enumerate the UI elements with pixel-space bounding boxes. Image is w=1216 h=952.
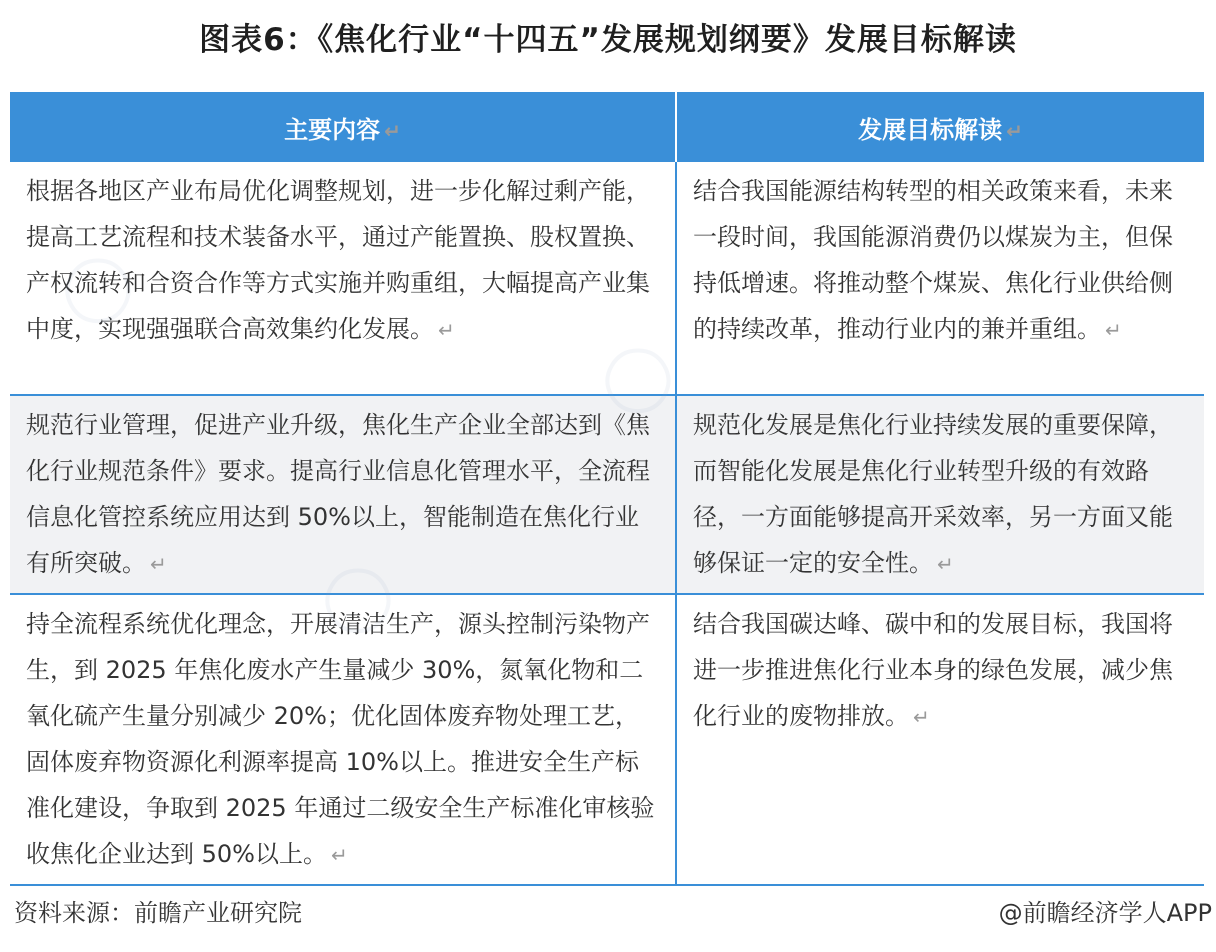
watermark-logo: ◯ [586, 327, 686, 427]
paragraph-mark-icon: ↵ [1105, 318, 1122, 342]
cell-text: 根据各地区产业布局优化调整规划，进一步化解过剩产能，提高工艺流程和技术装备水平，通过产能置换、股权置换、产权流转和合资合作等方式实施并购重组，大幅提高产业集中度，实现强强联合高效集约化发展。 [26, 177, 650, 343]
header-main-content [10, 92, 676, 162]
watermark-logo: ◯ [46, 237, 146, 337]
header-goal-interpretation [676, 92, 1204, 162]
paragraph-mark-icon: ↵ [438, 318, 455, 342]
credit-note: @前瞻经济学人APP [998, 899, 1212, 927]
cell-text: 规范行业管理，促进产业升级，焦化生产企业全部达到《焦化行业规范条件》要求。提高行业信息化管理水平，全流程信息化管控系统应用达到 50%以上，智能制造在焦化行业有所突破。 [26, 411, 650, 577]
cell-text: 规范化发展是焦化行业持续发展的重要保障，而智能化发展是焦化行业转型升级的有效路径，一方面能够提高开采效率，另一方面又能够保证一定的安全性。 [693, 411, 1173, 577]
cell-text: 结合我国能源结构转型的相关政策来看，未来一段时间，我国能源消费仍以煤炭为主，但保持低增速。将推动整个煤炭、焦化行业供给侧的持续改革，推动行业内的兼并重组。 [693, 177, 1173, 343]
paragraph-mark-icon: ↵ [384, 118, 401, 143]
table-cell-interpretation [676, 395, 1204, 594]
paragraph-mark-icon: ↵ [330, 843, 348, 867]
header-main-content-label: 主要内容 [284, 115, 381, 144]
watermark-logo: ◯ [306, 547, 406, 647]
source-note: 资料来源：前瞻产业研究院 [14, 899, 302, 927]
table-cell-content [10, 594, 676, 885]
cell-text: 结合我国碳达峰、碳中和的发展目标，我国将进一步推进焦化行业本身的绿色发展，减少焦化行业的废物排放。 [693, 610, 1173, 730]
header-goal-interpretation-label: 发展目标解读 [858, 115, 1003, 144]
paragraph-mark-icon: ↵ [937, 552, 954, 576]
table-cell-interpretation [676, 594, 1204, 885]
paragraph-mark-icon: ↵ [150, 552, 167, 576]
table-cell-content [10, 162, 676, 395]
table-cell-interpretation [676, 162, 1204, 395]
table-cell-content [10, 395, 676, 594]
goals-table [10, 92, 1204, 886]
table-row [10, 162, 1204, 395]
table-header-row [10, 92, 1204, 162]
page-title: 图表6：《焦化行业“十四五”发展规划纲要》发展目标解读 [199, 22, 1017, 58]
table-row [10, 594, 1204, 885]
paragraph-mark-icon: ↵ [1006, 118, 1023, 143]
cell-text: 持全流程系统优化理念，开展清洁生产，源头控制污染物产生，到 2025 年焦化废水产生量减少 30%，氮氧化物和二氧化硫产生量分别减少 20%；优化固体废弃物处理工艺，固体废弃物资源化利源率提高 10%以上。推进安全生产标准化建设，争取到 2025 年通过二级安全生产标准化审核验收焦化企业达到 50%以上。 [26, 610, 655, 868]
paragraph-mark-icon: ↵ [913, 705, 930, 729]
table-row [10, 395, 1204, 594]
